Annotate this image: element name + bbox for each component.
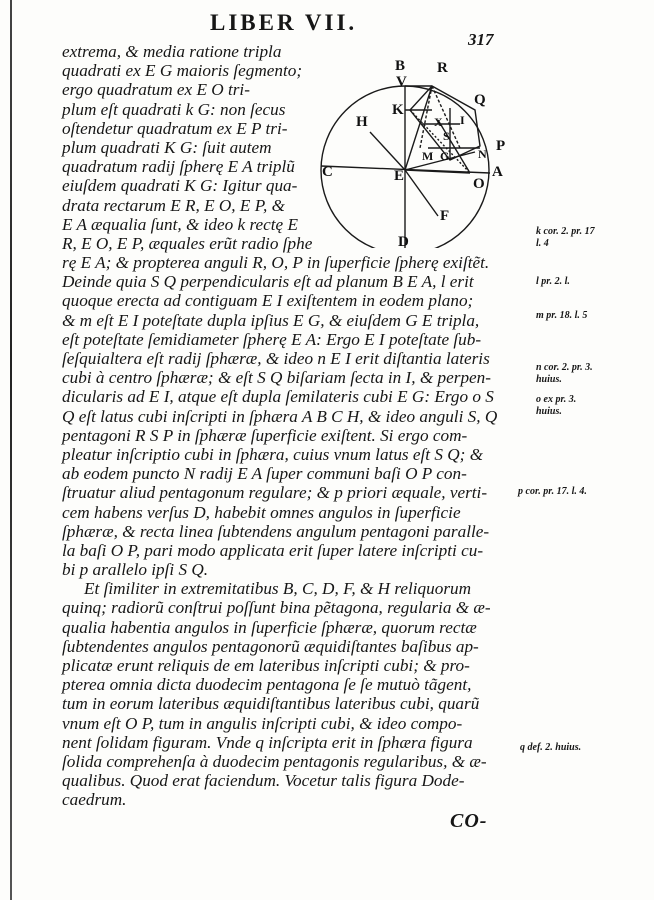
text-line: oſtendetur quadratum ex E P tri- [62,118,288,138]
text-line: plum eſt quadrati k G: non ſecus [62,99,286,119]
text-line: qualibus. Quod erat faciendum. Vocetur talis figura Dode- [62,771,465,791]
label-o: O [473,176,485,192]
label-b: B [395,58,406,74]
text-line: ſtruatur aliud pentagonum regulare; & p priori æquale, verti- [62,483,488,503]
text-line: & m eſt E I poteſtate dupla ipſius E G, & eiuſdem G E tripla, [62,310,480,330]
text-line: quoque erecta ad contiguam E I exiſtentem in eodem plano; [62,291,474,311]
text-line: extrema, & media ratione tripla [62,42,282,61]
text-line: nent ſolidam figuram. Vnde q inſcripta erit in ſphæra figura [62,732,473,752]
margin-note: n cor. 2. pr. 3. huius. [536,362,593,385]
page-edge-shadow [10,0,12,900]
text-line: plum quadrati K G: ſuit autem [62,137,272,157]
text-line: ab eodem puncto N radij E A ſuper communi baſi O P con- [62,464,467,484]
label-s: S [443,129,450,143]
margin-note: k cor. 2. pr. 17 l. 4 [536,226,595,249]
label-f: F [440,208,450,224]
text-line: quadratum radij ſpherę E A triplũ [62,157,295,177]
text-line: quinq; radiorũ conſtrui poſſunt bina pẽtagona, regularia & æ- [62,598,491,618]
label-m: M [422,149,434,163]
text-line: rę E A; & propterea anguli R, O, P in ſuperficie ſpherę exiſtẽt. [62,253,490,273]
label-q: Q [474,92,486,108]
margin-note: l pr. 2. l. [536,276,570,287]
text-line: qualia habentia angulos in ſuperficie ſphæræ, quorum rectæ [62,617,477,637]
text-line: bi p arallelo ipſi S Q. [62,560,209,580]
text-line: pentagoni R S P in ſphæræ ſuperficie exiſtent. Si ergo com- [62,425,468,445]
text-line: ergo quadratum ex E O tri- [62,80,250,100]
text-line: ſubtendentes angulos pentagonorũ æquidiſtantes baſibus ap- [62,636,479,656]
text-line: ſeſquialtera eſt radij ſphæræ, & ideo n E I erit diſtantia lateris [62,349,490,368]
margin-note: q def. 2. huius. [520,742,582,753]
page-number: 317 [468,30,494,49]
text-line: pterea omnia dicta duodecim pentagona ſe ſe mutuò tãgent, [62,675,472,695]
text-line: cem habens verſus D, habebit omnes angulos in ſuperficie [62,502,461,522]
label-g: G [440,149,450,163]
text-line: ſphæræ, & recta linea ſubtendens angulum pentagoni paralle- [62,521,490,541]
label-e: E [394,168,405,184]
label-d: D [398,234,409,248]
text-line: dicularis ad E I, atque eſt dupla ſemilateris cubi E G: Ergo o S [62,387,494,407]
text-line: Deinde quia S Q perpendicularis eſt ad planum B E A, l erit [62,272,474,292]
label-r: R [437,60,448,76]
latin-body-text [62,42,522,810]
catchword: CO- [450,810,488,832]
label-n: N [478,147,487,161]
label-h: H [356,114,368,130]
text-line: E A æqualia ſunt, & ideo k rectę E [62,214,298,234]
text-line: drata rectarum E R, E O, E P, & [62,195,285,215]
text-line: Q eſt latus cubi inſcripti in ſphæra A B C H, & ideo anguli S, Q [62,406,498,426]
label-i: I [460,113,465,127]
label-x: X [434,115,443,129]
margin-note: p cor. pr. 17. l. 4. [518,486,587,497]
running-head: LIBER VII. [210,10,358,35]
margin-note: o ex pr. 3. huius. [536,394,577,417]
text-line: cubi à centro ſphæræ; & eſt S Q biſariam ſecta in I, & perpen- [62,368,491,388]
text-line: eſt poteſtate ſemidiameter ſpherę E A: Ergo E I poteſtate ſub- [62,329,482,349]
text-line: plicatæ erunt reliquis de em lateribus inſcripti cubi; & pro- [62,656,470,675]
label-k: K [392,102,404,118]
text-line: la baſi O P, pari modo applicata erit ſuper latere inſcripti cu- [62,540,484,560]
text-line: quadrati ex E G maioris ſegmento; [62,61,303,81]
text-line: pleatur inſcriptio cubi in ſphæra, cuius vnum latus eſt S Q; & [62,444,484,464]
text-line: R, E O, E P, æquales erũt radio ſphe [62,233,313,253]
label-v: V [396,74,407,90]
text-line: vnum eſt O P, tum in angulis inſcripti cubi, & ideo compo- [62,713,463,733]
text-line: caedrum. [62,790,127,810]
text-line: eiuſdem quadrati K G: Igitur qua- [62,176,298,196]
text-line: Et ſimiliter in extremitatibus B, C, D, F, & H reliquorum [84,579,472,599]
label-c: C [322,164,333,180]
text-line: tum in eorum lateribus æquidiſtantibus lateribus cubi, quarũ [62,694,480,714]
margin-note: m pr. 18. l. 5 [536,310,588,321]
text-line: ſolida comprehenſa à duodecim pentagonis regularibus, & æ- [62,751,487,771]
label-a: A [492,164,503,180]
label-p: P [496,138,506,154]
